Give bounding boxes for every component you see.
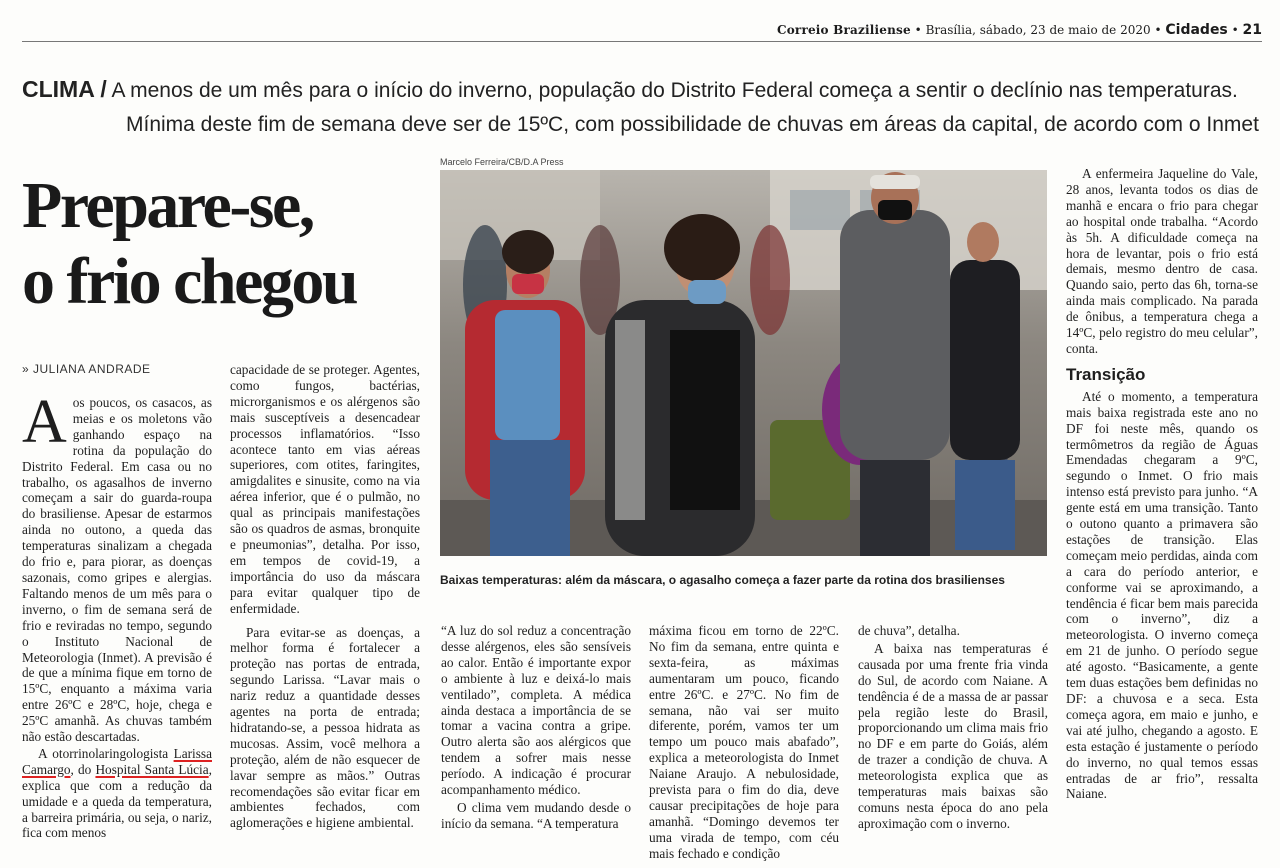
paragraph — [22, 388, 212, 745]
paragraph: Até o momento, a temperatura mais baixa registrada este ano no DF foi neste mês, quando os termômetros da região de Águas Emendadas chegaram a 9ºC, segundo o Inmet. O frio mais intenso está previsto para junho. “A gente está em uma transição. Tanto o outono quanto a primavera são estações de transição. Elas começam meio perdidas, ainda com a cara do período anterior, e conforme vai se aproximando, a tendência é ficar bem mais parecida com o inverno”, diz a meteorologista. O inverno começa em 21 de junho. O período segue até agosto. “Basicamente, a gente tem duas estações bem definidas no DF: a chuvosa e a seca. Esta começa agora, em maio e junho, e vai até julho, chegando a agosto. E esta estação é justamente o período do inverno, no qual temos essas entradas de ar frio”, ressalta Naiane. — [1066, 388, 1258, 802]
photo-caption: Baixas temperaturas: além da máscara, o agasalho começa a fazer parte da rotina dos brasilienses — [440, 573, 1005, 587]
news-photo — [440, 170, 1047, 556]
page-header — [22, 20, 1262, 42]
underlined-hospital: Hospital Santa Lúcia — [95, 761, 209, 777]
paragraph: O clima vem mudando desde o início da semana. “A temperatura — [441, 799, 631, 831]
paragraph: capacidade de se proteger. Agentes, como fungos, bactérias, microrganismos e os alérgenos são mais susceptíveis a desencadear processos inflamatórios. “Isso acontece tanto em vias aéreas superiores, com otites, faringites, amigdalites e sinusite, como na via aérea inferior, que é o pulmão, no qual as principais manifestações são os quadros de asmas, bronquite e pneumonias”, detalha. Por isso, em tempos de covid-19, a importância do uso da máscara para evitar qualquer tipo de enfermidade. — [230, 362, 420, 616]
publication-name: Correio Braziliense — [776, 23, 911, 37]
photo-illustration — [440, 170, 1047, 556]
article-column-1 — [22, 388, 212, 841]
paragraph: Para evitar-se as doenças, a melhor forma é fortalecer a proteção nas portas de entrada, segundo Larissa. “Lavar mais o nariz reduz a quantidade desses agentes na porta de entrada; hidratando-se, a pessoa hidrata as mucosas. Assim, você melhora a proteção, além de não esquecer de lavar sempre as mãos.” Outras recomendações são evitar ficar em ambientes fechados, com aglomerações e higiene ambiental. — [230, 624, 420, 831]
headline-line-1: Prepare-se, — [22, 169, 313, 242]
subheading: Transição — [1066, 364, 1146, 384]
location-date: Brasília, sábado, 23 de maio de 2020 — [925, 23, 1151, 37]
header-line: Correio Braziliense • Brasília, sábado, 23 de maio de 2020 • Cidades • 21 — [776, 22, 1262, 38]
paragraph: de chuva”, detalha. — [858, 623, 960, 638]
paragraph-text: , do — [70, 761, 96, 777]
paragraph: “A luz do sol reduz a concentração desse alérgenos, eles são sensíveis ao calor. Então é importante expor o ambiente à luz e deixá-lo mais ventilado”, completa. A médica ainda destaca a importância de se tomar a vacina contra a gripe. Outro alerta são aos alérgicos que tendem a sofrer mais nesse período. A indicação é procurar acompanhamento médico. — [441, 623, 631, 798]
byline: » JULIANA ANDRADE — [22, 362, 151, 376]
paragraph: máxima ficou em torno de 22ºC. No fim da semana, entre quinta e sexta-feira, as máximas aumentaram um pouco, ficando entre 26ºC. e 27ºC. No fim de semana, não vai ser muito diferente, porém, vamos ter um tempo um pouco mais abafado”, explica a meteorologista do Inmet Naiane Araujo. A nebulosidade, prevista para o fim do dia, deve causar precipitações de hoje para amanhã. “Domingo devemos ter uma virada de tempo, com céu mais fechado e condição — [649, 623, 839, 861]
underlined-name: Larissa Camargo — [22, 745, 212, 777]
dropcap: A — [22, 388, 67, 456]
paragraph — [22, 746, 212, 841]
article-column-3 — [441, 623, 631, 832]
article-column-6 — [1066, 166, 1258, 802]
headline-line-2: o frio chegou — [22, 245, 357, 318]
paragraph-text: A otorrinolaringologista — [38, 745, 174, 761]
paragraph: A enfermeira Jaqueline do Vale, 28 anos, levanta todos os dias de manhã e encara o frio para chegar ao hospital onde trabalha. “Acordo às 5h. A dificuldade começa na hora de levantar, pois o frio está demais, mesmo dentro de casa. Quando saio, perto das 6h, torna-se ainda mais complicado. Na parada de ônibus, a temperatura chega a 14ºC, pelo registro do meu celular”, conta. — [1066, 166, 1258, 356]
page-number: 21 — [1242, 22, 1262, 38]
headline — [22, 168, 422, 320]
kicker-line-2: Mínima deste fim de semana deve ser de 15ºC, com possibilidade de chuvas em áreas da capital, de acordo com o Inmet — [126, 113, 1259, 136]
paragraph-text: os poucos, os casacos, as meias e os moletons vão ganhando espaço na rotina da população do Distrito Federal. Em casa ou no trabalho, os agasalhos de inverno começam a sair do guarda-roupa do brasiliense. Apesar de estarmos ainda no outono, a queda das temperaturas sinalizam a chegada do frio e, para piorar, as doenças sazonais, como gripes e alergias. Faltando menos de um mês para o inverno, o fim de semana será de frio e reviradas no tempo, segundo o Instituto Nacional de Meteorologia (Inmet). A previsão é de que a mínima fique em torno de 15ºC, enquanto a máxima varia entre 26ºC e 28ºC, hoje, chega e 25ºC amanhã. As chuvas também não estão descartadas. — [22, 395, 212, 745]
article-column-4 — [649, 623, 839, 862]
paragraph: A baixa nas temperaturas é causada por uma frente fria vinda do Sul, de acordo com Naiane. A tendência é de a massa de ar passar pela região leste do Brasil, proporcionando um clima mais frio no DF e em parte do Goiás, além de trazer a condição de chuva. A meteorologista explica que as temperaturas mais baixas são comuns nesta época do ano pela aproximação com o inverno. — [858, 640, 1048, 831]
section-name: Cidades — [1165, 22, 1228, 38]
article-column-5 — [858, 623, 1048, 832]
paragraph-text: , explica que com a redução da umidade e a queda da temperatura, a barreira primária, ou seja, o nariz, fica com menos — [22, 761, 212, 841]
photo-credit: Marcelo Ferreira/CB/D.A Press — [440, 157, 564, 167]
kicker — [22, 72, 1267, 142]
kicker-label: CLIMA / — [22, 76, 107, 102]
kicker-line-1: A menos de um mês para o início do inverno, população do Distrito Federal começa a sentir o declínio nas temperaturas. — [111, 79, 1238, 102]
article-column-2 — [230, 362, 420, 831]
